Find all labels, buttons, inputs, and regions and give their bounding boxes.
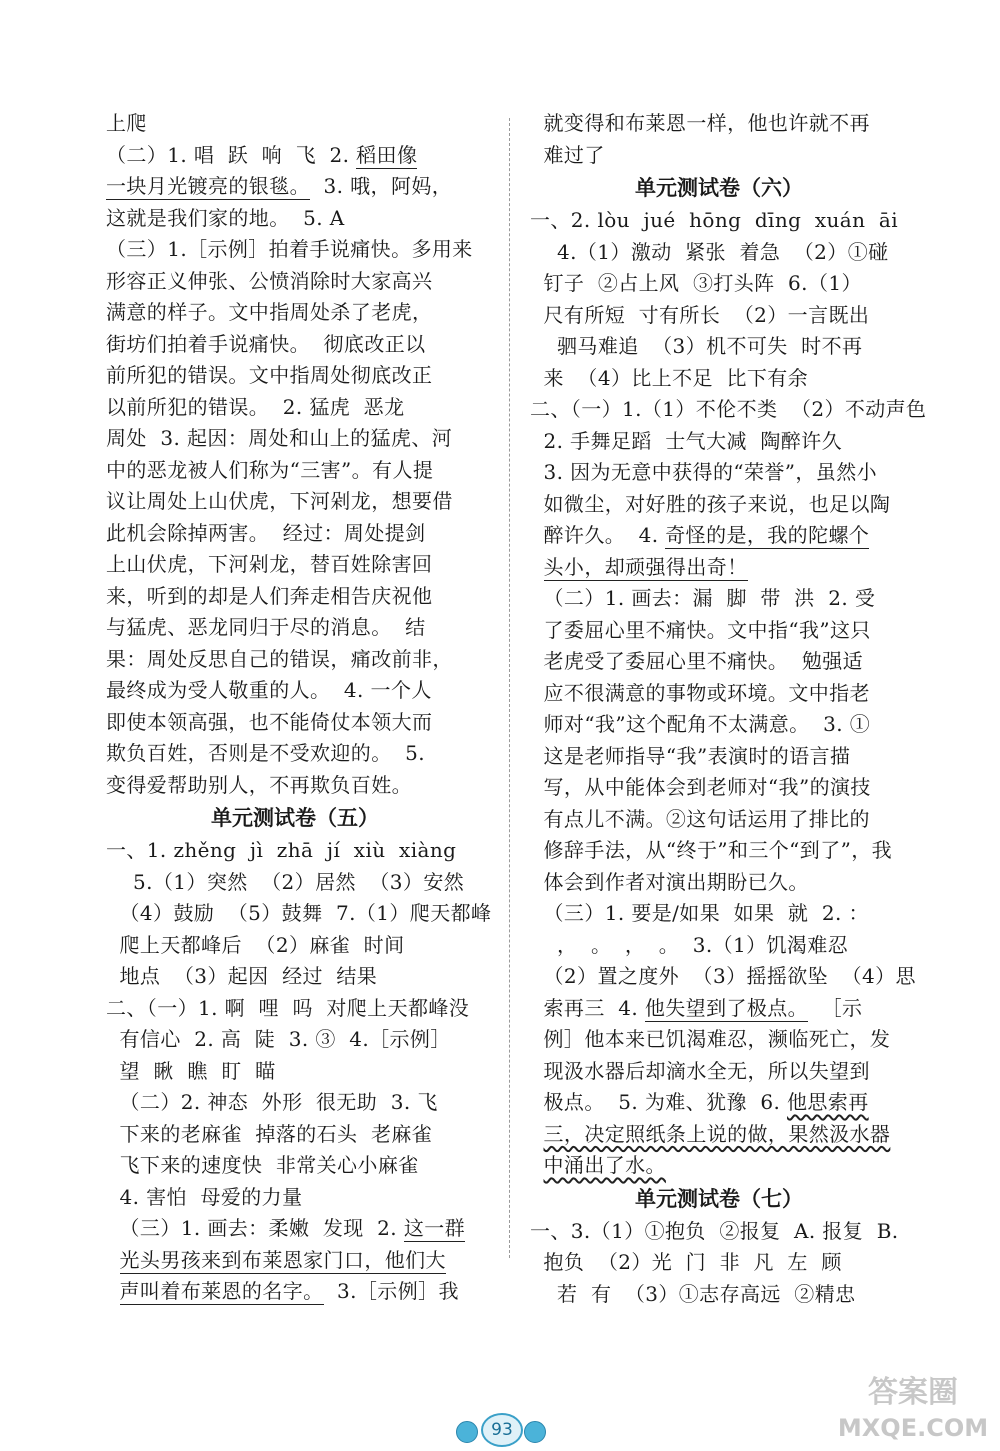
underlined-text: 奇怪的是，我的陀螺个	[665, 523, 870, 547]
text-run	[106, 1248, 120, 1272]
answer-line	[106, 140, 484, 172]
answer-line	[106, 675, 484, 707]
answer-line	[106, 203, 484, 235]
answer-line	[530, 1087, 908, 1119]
answer-line	[106, 329, 484, 361]
answer-line	[106, 392, 484, 424]
text-run: ， 。 ， 。 3.（1）饥渴难忍	[530, 932, 849, 957]
answer-line	[106, 1150, 484, 1182]
text-run: 修辞手法，从“终于”和三个“到了”，我	[530, 838, 893, 862]
answer-line	[530, 804, 908, 836]
answer-line	[530, 835, 908, 867]
answer-line	[530, 520, 908, 552]
answer-line	[530, 993, 908, 1025]
answer-line	[106, 1276, 484, 1308]
answer-line	[106, 108, 484, 140]
answer-line	[530, 205, 908, 237]
text-run: 3.［示例］我	[323, 1279, 459, 1303]
answer-line	[106, 1119, 484, 1151]
text-run	[106, 1279, 120, 1303]
answer-line	[106, 518, 484, 550]
answer-line	[530, 583, 908, 615]
answer-line	[106, 644, 484, 676]
left-column	[106, 108, 492, 1308]
answer-line	[106, 707, 484, 739]
column-divider	[509, 118, 510, 1258]
section-heading: 单元测试卷（六）	[635, 176, 803, 200]
answer-line	[530, 772, 908, 804]
underlined-text: 声叫着布莱恩的名字。	[119, 1279, 324, 1303]
text-run: 即使本领高强，也不能倚仗本领大而	[106, 709, 433, 734]
text-run: 议让周处上山伏虎，下河剁龙，想要借	[106, 489, 453, 513]
underlined-text: 光头男孩来到布莱恩家门口，他们大	[119, 1247, 446, 1272]
left-ornament-icon	[456, 1421, 478, 1443]
answer-line	[530, 961, 916, 993]
text-run: 4.（1）激动 紧张 着急 （2）①碰	[530, 239, 889, 264]
answer-line	[530, 1024, 908, 1056]
text-run: 地点 （3）起因 经过 结果	[106, 964, 378, 988]
answer-line	[530, 709, 908, 741]
text-run: 驷马难追 （3）机不可失 时不再	[530, 334, 863, 358]
text-run: 满意的样子。文中指周处杀了老虎，	[106, 300, 433, 324]
text-run: 如微尘，对好胜的孩子来说，也足以陶	[530, 491, 891, 516]
answer-line	[530, 140, 908, 172]
text-run: 前所犯的错误。文中指周处彻底改正	[106, 363, 433, 387]
text-run: 飞下来的速度快 非常关心小麻雀	[106, 1153, 419, 1177]
text-run: 来，听到的却是人们奔走相告庆祝他	[106, 583, 433, 608]
text-run: 果：周处反思自己的错误，痛改前非，	[106, 646, 453, 671]
text-run: 一、1. zhěng jì zhā jí xiù xiàng	[106, 838, 457, 862]
text-run: 这就是我们家的地。 5. A	[106, 205, 345, 230]
answer-line	[106, 1213, 484, 1245]
text-run: 与猛虎、恶龙同归于尽的消息。 结	[106, 615, 426, 639]
text-run: 就变得和布莱恩一样，他也许就不再	[530, 111, 870, 135]
answer-line	[530, 363, 908, 395]
right-ornament-icon	[524, 1421, 546, 1443]
answer-line	[530, 1216, 908, 1248]
text-run: （二）2. 神态 外形 很无助 3. 飞	[106, 1090, 438, 1114]
answer-line	[530, 930, 908, 962]
text-run: （三）1. 画去：柔嫩 发现 2.	[106, 1216, 404, 1240]
answer-line	[106, 171, 484, 203]
text-run: （二）1. 画去：漏 脚 带 洪 2. 受	[530, 586, 876, 610]
answer-line	[530, 300, 908, 332]
text-run	[530, 1122, 544, 1146]
underlined-text: 头小，却顽强得出奇！	[543, 554, 748, 579]
answer-line	[530, 1247, 908, 1279]
text-run: 索再三 4.	[530, 995, 645, 1020]
text-run: （2）置之度外 （3）摇摇欲坠 （4）思	[530, 964, 916, 988]
answer-line	[530, 457, 908, 489]
answer-line	[106, 867, 484, 899]
underlined-text: 中涌出了水。	[543, 1153, 666, 1177]
text-run: 上山伏虎，下河剁龙，替百姓除害回	[106, 552, 433, 576]
text-run: 有点儿不满。②这句话运用了排比的	[530, 806, 870, 831]
text-run: 街坊们拍着手说痛快。 彻底改正以	[106, 331, 426, 356]
answer-line	[530, 1279, 908, 1311]
answer-line	[106, 612, 484, 644]
answer-line	[530, 615, 908, 647]
answer-line	[106, 1182, 484, 1214]
text-run: 有信心 2. 高 陡 3. ③ 4.［示例］	[106, 1027, 451, 1051]
watermark-logo-text: 答案圈	[868, 1375, 958, 1410]
text-run: 最终成为受人敬重的人。 4. 一个人	[106, 678, 432, 702]
text-run: 一、3.（1）①抱负 ②报复 A. 报复 B.	[530, 1218, 899, 1243]
text-run: 2. 手舞足蹈 士气大减 陶醉许久	[530, 428, 842, 453]
answer-line	[530, 867, 908, 899]
text-run: 一、2. lòu jué hōng dīng xuán āi	[530, 208, 899, 232]
text-run	[530, 555, 544, 579]
answer-line	[106, 738, 484, 770]
answer-line	[530, 646, 908, 678]
section-heading: 单元测试卷（七）	[635, 1186, 803, 1211]
text-run: 来 （4）比上不足 比下有余	[530, 365, 809, 390]
answer-line	[530, 108, 908, 140]
text-run: 体会到作者对演出期盼已久。	[530, 869, 809, 894]
underlined-text: 三，决定照纸条上说的做，果然汲水器	[543, 1121, 891, 1146]
text-run: 例］他本来已饥渴难忍，濒临死亡，发	[530, 1027, 891, 1051]
answer-line	[106, 581, 484, 613]
answer-line	[106, 549, 484, 581]
text-run: 4. 害怕 母爱的力量	[106, 1184, 303, 1209]
text-run: 若 有 （3）①志存高远 ②精忠	[530, 1281, 856, 1306]
text-run: 望 瞅 瞧 盯 瞄	[106, 1058, 276, 1083]
page-number-badge	[456, 1413, 544, 1445]
text-run: 5.（1）突然 （2）居然 （3）安然	[106, 869, 465, 894]
answer-line	[530, 331, 908, 363]
answer-line	[530, 678, 908, 710]
text-run: 下来的老麻雀 掉落的石头 老麻雀	[106, 1121, 433, 1146]
underlined-text: 他失望到了极点。	[644, 995, 809, 1020]
text-run: （三）1.［示例］拍着手说痛快。多用来	[106, 237, 473, 261]
text-run: 写，从中能体会到老师对“我”的演技	[530, 775, 871, 799]
text-run: 中的恶龙被人们称为“三害”。有人提	[106, 457, 434, 482]
text-run: 现汲水器后却滴水全无，所以失望到	[530, 1058, 870, 1083]
answer-line	[106, 266, 484, 298]
answer-line	[106, 360, 484, 392]
text-run: 醉许久。 4.	[530, 523, 666, 547]
answer-line	[106, 234, 484, 266]
underlined-text: 一块月光镀亮的银毯。	[106, 174, 310, 198]
text-run: 二、（一）1. 啊 哩 吗 对爬上天都峰没	[106, 995, 470, 1020]
answer-line	[106, 898, 492, 930]
watermark-url-text: MXQE.COM	[838, 1414, 988, 1442]
answer-line	[106, 835, 484, 867]
answer-line	[106, 770, 484, 802]
answer-line	[106, 993, 484, 1025]
answer-line	[530, 552, 908, 584]
text-run: 应不很满意的事物或环境。文中指老	[530, 680, 870, 705]
text-run: 难过了	[530, 142, 605, 167]
text-run: 此机会除掉两害。 经过：周处提剑	[106, 520, 426, 545]
underlined-text: 这一群	[403, 1216, 466, 1240]
answer-line	[530, 268, 908, 300]
text-run: 抱负 （2）光 门 非 凡 左 顾	[530, 1250, 842, 1274]
answer-line	[530, 237, 908, 269]
answer-line	[106, 1056, 484, 1088]
text-run: 这是老师指导“我”表演时的语言描	[530, 743, 851, 768]
text-run: 二、（一）1.（1）不伦不类 （2）不动声色	[530, 397, 927, 421]
answer-line	[530, 898, 908, 930]
text-run: 形容正义伸张、公愤消除时大家高兴	[106, 268, 433, 293]
text-run: 3. 因为无意中获得的“荣誉”，虽然小	[530, 460, 878, 484]
answer-line	[530, 1056, 908, 1088]
text-run: 钉子 ②占上风 ③打头阵 6.（1）	[530, 271, 862, 295]
text-run: 3. 哦，阿妈，	[310, 174, 453, 198]
answer-line	[106, 961, 484, 993]
text-run: 周处 3. 起因：周处和山上的猛虎、河	[106, 426, 453, 450]
text-run: ［示	[808, 995, 863, 1020]
answer-line	[106, 1087, 484, 1119]
text-run: （二）1. 唱 跃 响 飞 2.	[106, 142, 357, 167]
answer-line	[530, 1150, 908, 1182]
text-run: 上爬	[106, 111, 147, 135]
underlined-text: 他思索再	[787, 1090, 869, 1114]
text-run: 极点。 5. 为难、犹豫 6.	[530, 1090, 788, 1114]
page-number: 93	[481, 1413, 523, 1447]
answer-line	[106, 423, 484, 455]
text-run: 老虎受了委屈心里不痛快。 勉强适	[530, 649, 864, 673]
answer-line	[106, 297, 484, 329]
right-column	[530, 108, 927, 1310]
section-heading: 单元测试卷（五）	[211, 806, 379, 830]
text-run: 师对“我”这个配角不太满意。 3. ①	[530, 712, 871, 736]
text-run	[530, 1153, 544, 1177]
text-run: 以前所犯的错误。 2. 猛虎 恶龙	[106, 394, 405, 419]
text-run: 变得爱帮助别人，不再欺负百姓。	[106, 772, 412, 797]
answer-line	[106, 930, 484, 962]
text-run: 欺负百姓，否则是不受欢迎的。 5.	[106, 741, 425, 765]
text-run: 了委屈心里不痛快。文中指“我”这只	[530, 617, 871, 642]
text-run: 尺有所短 寸有所长 （2）一言既出	[530, 302, 870, 327]
answer-line	[106, 1024, 484, 1056]
text-run: （三）1. 要是/如果 如果 就 2. ：	[530, 901, 869, 925]
answer-line	[106, 486, 484, 518]
answer-line	[530, 1119, 908, 1151]
text-run: 爬上天都峰后 （2）麻雀 时间	[106, 932, 405, 957]
answer-line	[530, 489, 908, 521]
answer-line	[106, 455, 484, 487]
text-run: （4）鼓励 （5）鼓舞 7.（1）爬天都峰	[106, 901, 492, 925]
answer-line	[106, 1245, 484, 1277]
answer-line	[530, 426, 908, 458]
watermark-logo	[838, 1368, 988, 1446]
answer-line	[530, 741, 908, 773]
answer-line	[530, 394, 927, 426]
underlined-text: 稻田像	[356, 142, 418, 167]
